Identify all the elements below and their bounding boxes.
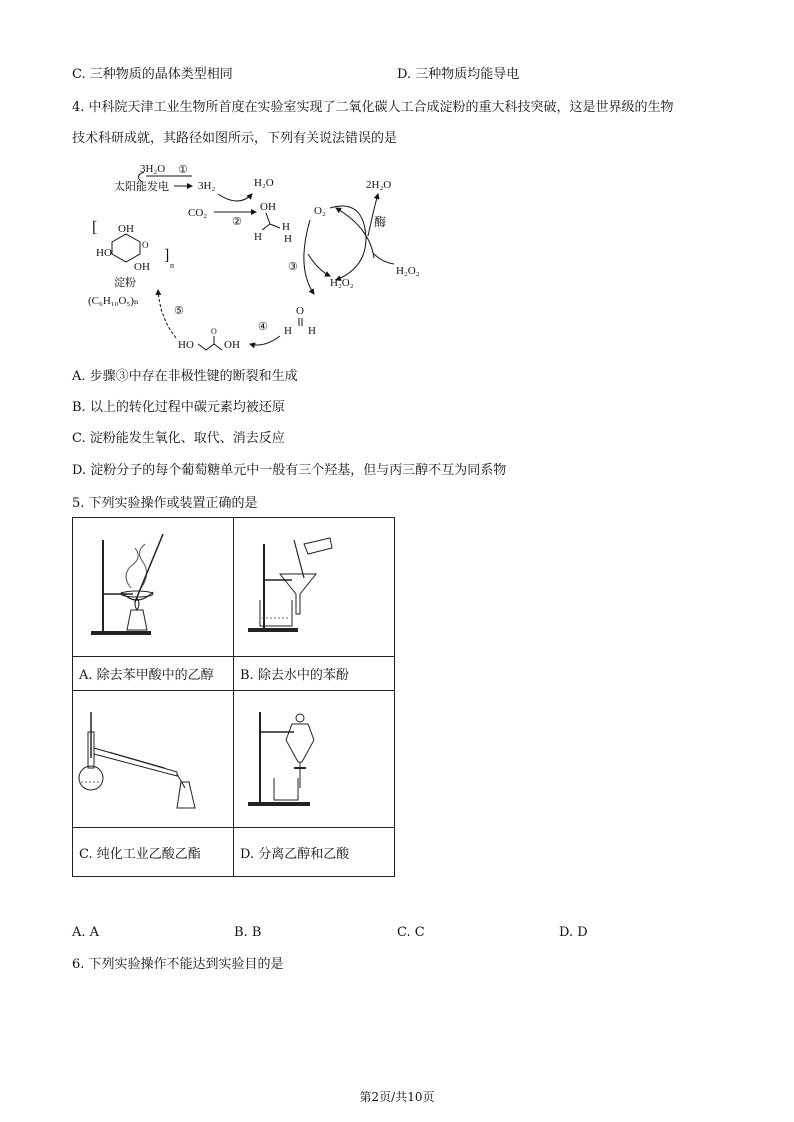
- starch-formula: (C₆H₁₀O₅)ₙ: [88, 295, 139, 307]
- pathway-svg: [74, 158, 434, 363]
- starch-oh1: OH: [118, 223, 134, 235]
- q3-option-c: C. 三种物质的晶体类型相同: [72, 67, 233, 82]
- formaldehyde-h2: H: [308, 325, 316, 337]
- h2o2-left-label: H₂O₂: [330, 277, 354, 289]
- step3-arrow: [304, 220, 314, 294]
- cell-d-image: [234, 691, 395, 828]
- cell-c-image: [73, 691, 234, 828]
- starch-o: O: [142, 240, 149, 250]
- glass-rod-b: [294, 540, 304, 578]
- starch-bracket-left: [: [92, 219, 98, 236]
- dha-left: HO: [178, 339, 194, 351]
- stand-base-d: [248, 802, 310, 806]
- step1-label: ①: [178, 164, 188, 176]
- cell-a-image: [73, 518, 234, 657]
- cell-b-image: [234, 518, 395, 657]
- cell-a-caption: A. 除去苯甲酸中的乙醇: [73, 657, 234, 691]
- distillation-apparatus: [73, 691, 233, 829]
- h2-label: 3H₂: [198, 180, 216, 192]
- starch-bracket-right: ]: [164, 247, 170, 264]
- apparatus-table: [72, 517, 395, 877]
- methanol-oh: OH: [260, 201, 276, 213]
- solar-label: 太阳能发电: [114, 181, 169, 193]
- step4-arrow: [250, 336, 280, 345]
- water-label: 3H₂O: [140, 163, 166, 175]
- q5-answer-a: A. A: [72, 925, 100, 940]
- q3-option-d: D. 三种物质均能导电: [397, 67, 520, 82]
- starch-synthesis-diagram: [74, 158, 434, 363]
- stand-base: [91, 631, 151, 635]
- starch-oh2: OH: [134, 261, 150, 273]
- q4-stem-line2: 技术科研成就，其路径如图所示，下列有关说法错误的是: [72, 131, 398, 146]
- h2o2-right-label: H₂O₂: [396, 265, 420, 277]
- methanol-bond-3: [262, 224, 270, 230]
- q5-stem: 5. 下列实验操作或装置正确的是: [72, 496, 258, 511]
- step4-label: ④: [258, 321, 268, 333]
- q5-answer-b: B. B: [234, 925, 262, 940]
- starch-ho: HO: [96, 247, 112, 259]
- cell-b-caption: B. 除去水中的苯酚: [234, 657, 395, 691]
- receiving-flask: [177, 782, 195, 808]
- methanol-bond-1: [266, 213, 270, 224]
- condenser: [94, 748, 177, 776]
- starch-name: 淀粉: [114, 277, 136, 289]
- two-h2o-label: 2H₂O: [366, 179, 392, 191]
- dha-chain: [198, 344, 222, 350]
- step5-label: ⑤: [174, 305, 184, 317]
- dha-right: OH: [224, 339, 240, 351]
- q5-answer-c: C. C: [397, 925, 425, 940]
- q4-option-d: D. 淀粉分子的每个葡萄糖单元中一般有三个羟基，但与丙三醇不互为同系物: [72, 463, 507, 478]
- methanol-h1: H: [254, 231, 262, 243]
- separatory-funnel: [286, 724, 314, 762]
- evaporation-apparatus: [73, 518, 233, 656]
- adapter: [177, 774, 185, 788]
- q4-option-c: C. 淀粉能发生氧化、取代、消去反应: [72, 431, 285, 446]
- o2-label: O₂: [314, 205, 326, 217]
- step3-label: ③: [288, 261, 298, 273]
- dha-o: O: [211, 327, 217, 336]
- h2o2-right-link: [374, 254, 394, 264]
- filtration-apparatus: [234, 518, 394, 656]
- starch-n: n: [170, 261, 174, 270]
- cell-d-caption: D. 分离乙醇和乙酸: [234, 828, 395, 877]
- step3-side-arrow: [308, 254, 330, 276]
- q4-stem-line1: 4. 中科院天津工业生物所首度在实验室实现了二氧化碳人工合成淀粉的重大科技突破，这是世界级的生物: [72, 100, 674, 115]
- formaldehyde-o: O: [296, 305, 304, 317]
- q6-stem: 6. 下列实验操作不能达到实验目的是: [72, 957, 284, 972]
- methanol-h2: H: [282, 221, 290, 233]
- cell-c-caption: C. 纯化工业乙酸乙酯: [73, 828, 234, 877]
- beaker-d: [274, 778, 298, 800]
- step2-label: ②: [232, 216, 242, 228]
- q5-answer-d: D. D: [559, 925, 588, 940]
- h2o-label: H₂O: [254, 177, 274, 189]
- page-number: 第2页/共10页: [359, 1090, 435, 1104]
- q4-option-b: B. 以上的转化过程中碳元素均被还原: [72, 400, 285, 415]
- methanol-bond-2: [270, 224, 280, 228]
- methanol-h3: H: [284, 233, 292, 245]
- co2-label: CO₂: [188, 207, 208, 219]
- separatory-apparatus: [234, 691, 394, 829]
- cycle-arc-right: [330, 206, 366, 280]
- enzyme-label: 酶: [374, 215, 387, 229]
- alcohol-lamp: [127, 610, 147, 630]
- distillation-flask: [79, 766, 103, 790]
- formaldehyde-h1: H: [284, 325, 292, 337]
- stopper: [296, 714, 304, 722]
- glucose-ring: [112, 234, 140, 262]
- pouring-beaker: [304, 538, 332, 554]
- stand-base-b: [248, 628, 298, 632]
- q4-option-a: A. 步骤③中存在非极性键的断裂和生成: [72, 369, 298, 384]
- step2-curve-top: [218, 194, 252, 201]
- funnel: [280, 574, 316, 614]
